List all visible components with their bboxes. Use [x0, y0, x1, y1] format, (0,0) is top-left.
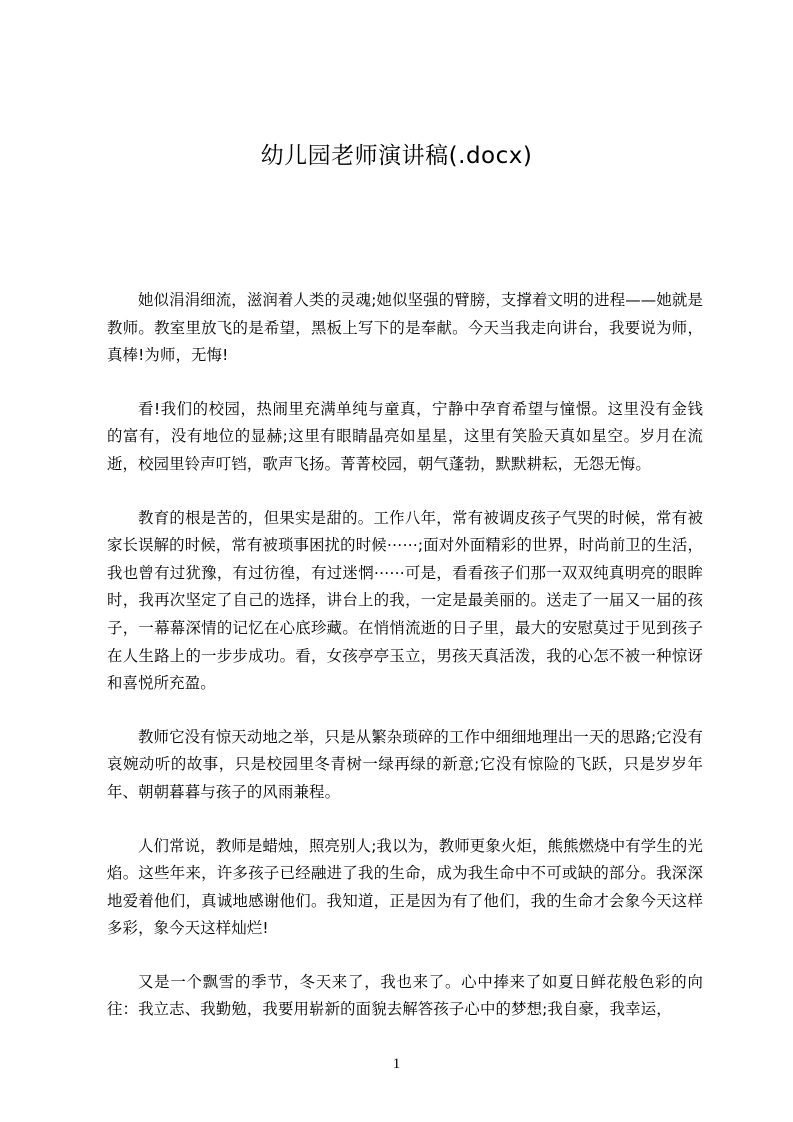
paragraph: 看!我们的校园，热闹里充满单纯与童真，宁静中孕育希望与憧憬。这里没有金钱的富有，没有地位的显赫;这里有眼睛晶亮如星星，这里有笑脸天真如星空。岁月在流逝，校园里铃声叮铛，歌声飞扬。菁菁校园，朝气蓬勃，默默耕耘，无怨无悔。 [107, 399, 703, 473]
paragraph: 人们常说，教师是蜡烛，照亮别人;我以为，教师更象火炬，熊熊燃烧中有学生的光焰。这些年来，许多孩子已经融进了我的生命，成为我生命中不可或缺的部分。我深深地爱着他们，真诚地感谢他们。我知道，正是因为有了他们，我的生命才会象今天这样多彩，象今天这样灿烂! [107, 836, 703, 938]
paragraph: 教育的根是苦的，但果实是甜的。工作八年，常有被调皮孩子气哭的时候，常有被家长误解的时候，常有被琐事困扰的时候⋯⋯;面对外面精彩的世界，时尚前卫的生活，我也曾有过犹豫，有过彷徨，有过迷惘⋯⋯可是，看看孩子们那一双双纯真明亮的眼眸时，我再次坚定了自己的选择，讲台上的我，一定是最美丽的。送走了一届又一届的孩子，一幕幕深情的记忆在心底珍藏。在悄悄流逝的日子里，最大的安慰莫过于见到孩子在人生路上的一步步成功。看，女孩亭亭玉立，男孩天真活泼，我的心怎不被一种惊讶和喜悦所充盈。 [107, 508, 703, 693]
paragraph: 她似涓涓细流，滋润着人类的灵魂;她似坚强的臂膀，支撑着文明的进程——她就是教师。教室里放飞的是希望，黑板上写下的是奉献。今天当我走向讲台，我要说为师，真棒!为师，无悔! [107, 291, 703, 365]
paragraph: 教师它没有惊天动地之举，只是从繁杂琐碎的工作中细细地理出一天的思路;它没有哀婉动听的故事，只是校园里冬青树一绿再绿的新意;它没有惊险的飞跃，只是岁岁年年、朝朝暮暮与孩子的风雨兼程。 [107, 727, 703, 801]
document-title: 幼儿园老师演讲稿(.docx) [260, 143, 533, 169]
page-number: 1 [392, 1056, 401, 1072]
document-body [107, 287, 703, 1050]
paragraph: 又是一个飘雪的季节，冬天来了，我也来了。心中捧来了如夏日鲜花般色彩的向往：我立志、我勤勉，我要用崭新的面貌去解答孩子心中的梦想;我自豪，我幸运， [107, 972, 703, 1019]
